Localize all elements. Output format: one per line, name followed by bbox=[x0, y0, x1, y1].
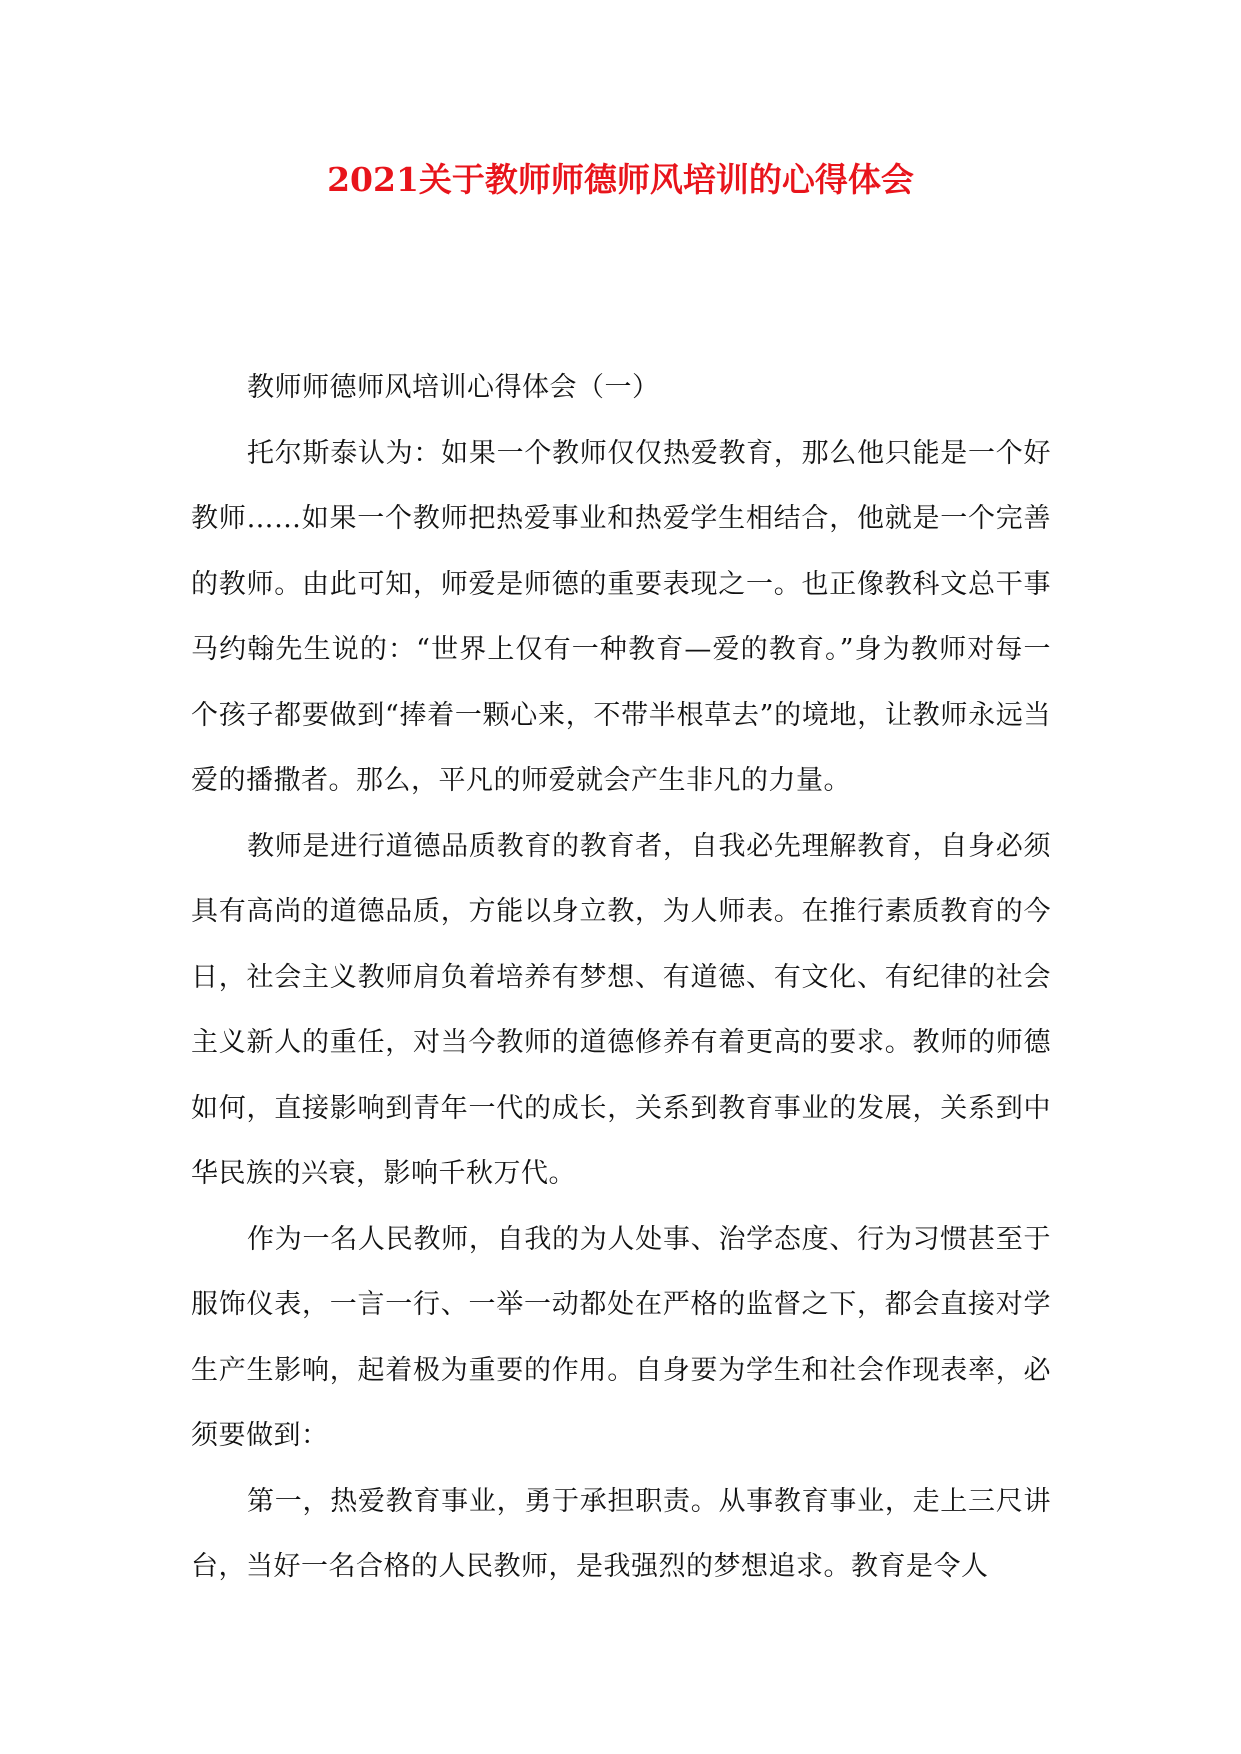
paragraph: 第一，热爱教育事业，勇于承担职责。从事教育事业，走上三尺讲台，当好一名合格的人民教师，是我强烈的梦想追求。教育是令人 bbox=[191, 1485, 1051, 1582]
document-body bbox=[191, 355, 1051, 1600]
paragraph: 托尔斯泰认为：如果一个教师仅仅热爱教育，那么他只能是一个好教师……如果一个教师把热爱事业和热爱学生相结合，他就是一个完善的教师。由此可知，师爱是师德的重要表现之一。也正像教科文总干事马约翰先生说的：“世界上仅有一种教育—爱的教育。”身为教师对每一个孩子都要做到“捧着一颗心来，不带半根草去”的境地，让教师永远当爱的播撒者。那么，平凡的师爱就会产生非凡的力量。 bbox=[191, 437, 1051, 796]
paragraph: 作为一名人民教师，自我的为人处事、治学态度、行为习惯甚至于服饰仪表，一言一行、一举一动都处在严格的监督之下，都会直接对学生产生影响，起着极为重要的作用。自身要为学生和社会作现表率，必须要做到： bbox=[191, 1223, 1051, 1451]
paragraph: 教师是进行道德品质教育的教育者，自我必先理解教育，自身必须具有高尚的道德品质，方能以身立教，为人师表。在推行素质教育的今日，社会主义教师肩负着培养有梦想、有道德、有文化、有纪律的社会主义新人的重任，对当今教师的道德修养有着更高的要求。教师的师德如何，直接影响到青年一代的成长，关系到教育事业的发展，关系到中华民族的兴衰，影响千秋万代。 bbox=[191, 830, 1051, 1189]
section-heading: 教师师德师风培训心得体会（一） bbox=[247, 372, 660, 403]
document-title: 2021关于教师师德师风培训的心得体会 bbox=[327, 160, 914, 199]
